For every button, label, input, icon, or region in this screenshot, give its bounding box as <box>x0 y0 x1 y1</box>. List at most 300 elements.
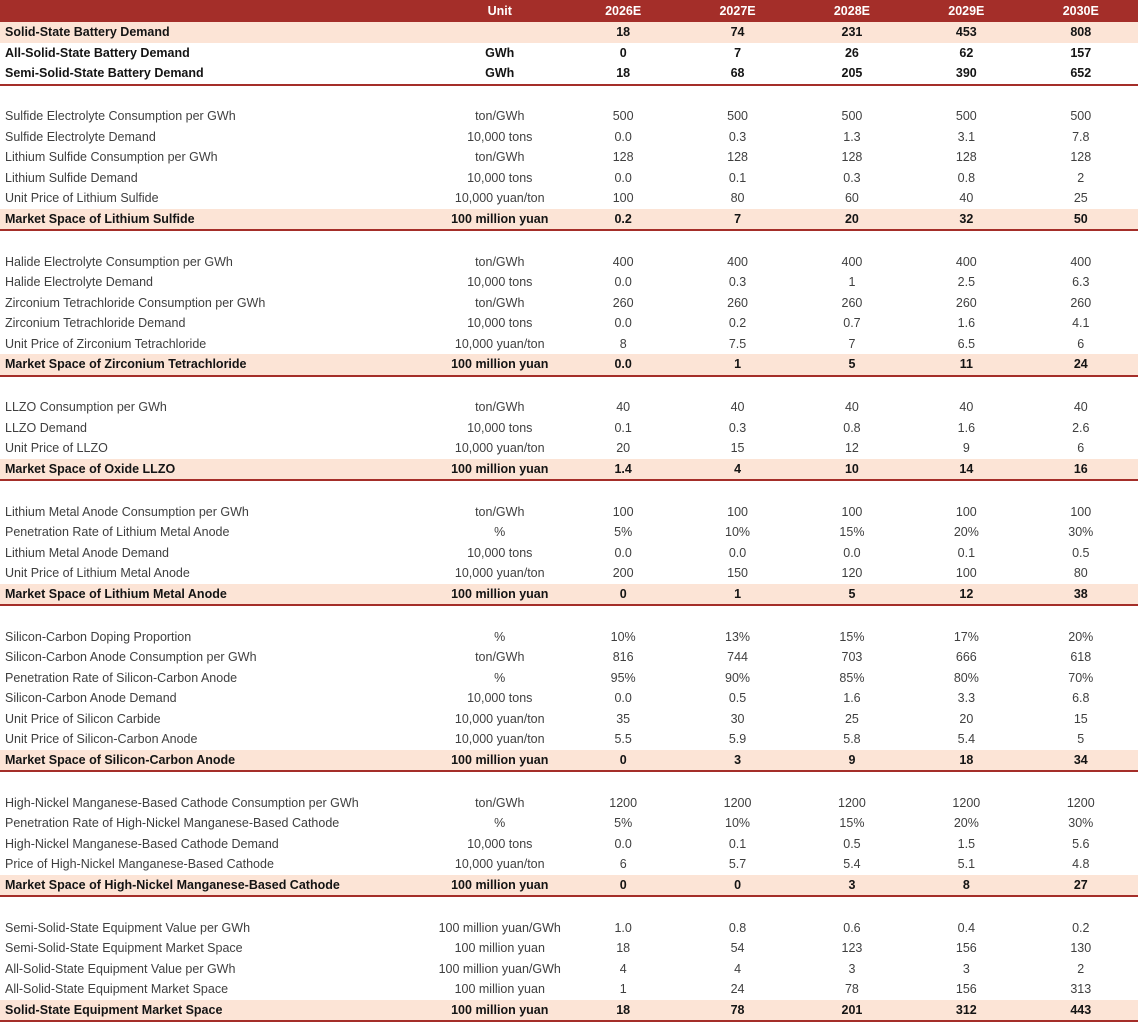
row-value: 4 <box>734 961 742 976</box>
row-unit: 100 million yuan <box>454 982 545 997</box>
spacer-cell <box>434 376 566 398</box>
row-value: 35 <box>616 711 631 726</box>
table-row <box>0 293 1138 314</box>
row-value: 0.0 <box>728 545 747 560</box>
row-value: 7 <box>680 209 794 231</box>
row-value: 3 <box>962 961 970 976</box>
table-row <box>0 688 1138 709</box>
table-row <box>0 502 1138 523</box>
row-value: 6 <box>1077 336 1085 351</box>
table-row <box>0 979 1138 1000</box>
row-value: 5.1 <box>957 857 976 872</box>
row-value: 0.0 <box>614 129 632 144</box>
spacer-cell <box>0 896 434 918</box>
row-value: 4.8 <box>1072 857 1090 872</box>
row-value: 0.5 <box>1072 545 1090 560</box>
row-value: 5 <box>795 354 909 376</box>
row-value: 0.8 <box>957 170 976 185</box>
spacer-cell <box>795 896 909 918</box>
row-value: 62 <box>959 45 974 60</box>
row-value: 50 <box>1024 209 1138 231</box>
row-label: Penetration Rate of Lithium Metal Anode <box>5 525 230 540</box>
row-value: 3 <box>848 961 856 976</box>
row-value: 0.5 <box>843 836 861 851</box>
row-value: 128 <box>612 150 634 165</box>
row-unit: 100 million yuan <box>434 209 566 231</box>
row-value: 7.8 <box>1072 129 1090 144</box>
row-value: 25 <box>844 711 859 726</box>
table-row <box>0 834 1138 855</box>
table-body <box>0 22 1138 1021</box>
row-unit: 10,000 yuan/ton <box>454 711 545 726</box>
row-value: 27 <box>1024 875 1138 897</box>
row-value: 15% <box>839 629 865 644</box>
row-value: 0 <box>566 875 680 897</box>
row-label: Semi-Solid-State Battery Demand <box>0 63 434 85</box>
row-value: 0.4 <box>957 920 976 935</box>
row-value: 1.5 <box>957 836 976 851</box>
row-label: Lithium Metal Anode Demand <box>5 545 169 560</box>
row-value: 201 <box>795 1000 909 1022</box>
row-value: 20% <box>953 525 979 540</box>
row-value: 80 <box>730 191 745 206</box>
spacer-cell <box>909 230 1023 252</box>
spacer-row <box>0 896 1138 918</box>
row-value: 25 <box>1073 191 1088 206</box>
row-value: 128 <box>727 150 748 165</box>
spacer-cell <box>0 376 434 398</box>
row-value: 60 <box>844 191 859 206</box>
row-label: Penetration Rate of High-Nickel Manganese-Based Cathode <box>5 816 340 831</box>
row-label: All-Solid-State Equipment Market Space <box>5 982 229 997</box>
row-unit: ton/GWh <box>475 650 525 665</box>
row-value: 5.9 <box>728 732 747 747</box>
table-row <box>0 252 1138 273</box>
row-value: 400 <box>612 254 634 269</box>
row-label: Market Space of Lithium Metal Anode <box>0 584 434 606</box>
row-value: 0.1 <box>728 836 747 851</box>
table-row <box>0 313 1138 334</box>
row-value: 0.7 <box>843 316 861 331</box>
spacer-cell <box>680 605 794 627</box>
row-value: 18 <box>566 63 680 85</box>
row-value: 816 <box>612 650 634 665</box>
row-value: 15% <box>839 525 865 540</box>
row-unit: 10,000 tons <box>467 129 533 144</box>
table-row-total <box>0 1000 1138 1022</box>
row-unit: 100 million yuan <box>434 875 566 897</box>
row-value: 20% <box>953 816 979 831</box>
row-value: 9 <box>795 750 909 772</box>
row-unit: 100 million yuan <box>434 354 566 376</box>
table-row <box>0 397 1138 418</box>
table-row-total <box>0 354 1138 376</box>
row-value: 9 <box>962 441 970 456</box>
row-value: 17% <box>953 629 979 644</box>
row-unit: GWh <box>434 63 566 85</box>
row-value: 260 <box>1070 295 1092 310</box>
row-unit: % <box>494 816 506 831</box>
row-value: 34 <box>1024 750 1138 772</box>
row-value: 0.0 <box>614 170 632 185</box>
row-value: 7 <box>734 45 742 60</box>
row-value: 68 <box>680 63 794 85</box>
table-row <box>0 63 1138 85</box>
table-row <box>0 543 1138 564</box>
row-value: 3 <box>795 875 909 897</box>
row-value: 40 <box>959 191 974 206</box>
spacer-cell <box>680 896 794 918</box>
row-value: 0.1 <box>614 420 632 435</box>
row-label: Halide Electrolyte Demand <box>5 275 153 290</box>
row-value: 100 <box>1070 504 1092 519</box>
row-value: 32 <box>909 209 1023 231</box>
row-value: 18 <box>566 22 680 43</box>
row-value: 0.3 <box>843 170 861 185</box>
row-value: 0.0 <box>614 275 632 290</box>
row-value: 15 <box>1073 711 1088 726</box>
row-label: Solid-State Equipment Market Space <box>0 1000 434 1022</box>
row-value: 1 <box>848 275 856 290</box>
row-value: 10% <box>725 525 751 540</box>
spacer-cell <box>434 85 566 107</box>
row-value: 123 <box>841 941 863 956</box>
spacer-cell <box>795 480 909 502</box>
table-row-total <box>0 209 1138 231</box>
row-value: 15% <box>839 816 865 831</box>
row-value: 3.1 <box>957 129 976 144</box>
spacer-cell <box>0 480 434 502</box>
row-value: 618 <box>1070 650 1092 665</box>
row-value: 6.8 <box>1072 691 1090 706</box>
spacer-cell <box>795 376 909 398</box>
row-value: 260 <box>955 295 977 310</box>
table-row <box>0 709 1138 730</box>
row-label: Silicon-Carbon Anode Demand <box>5 691 177 706</box>
spacer-cell <box>909 85 1023 107</box>
row-value: 4 <box>619 961 627 976</box>
row-unit: 10,000 tons <box>467 275 533 290</box>
row-value: 10 <box>795 459 909 481</box>
table-row-total <box>0 750 1138 772</box>
row-label: Unit Price of Silicon Carbide <box>5 711 161 726</box>
spacer-cell <box>795 230 909 252</box>
spacer-cell <box>909 376 1023 398</box>
table-row <box>0 793 1138 814</box>
spacer-cell <box>1024 896 1138 918</box>
row-value: 2.6 <box>1072 420 1090 435</box>
row-unit: 10,000 tons <box>467 316 533 331</box>
row-value: 24 <box>1024 354 1138 376</box>
row-label: Solid-State Battery Demand <box>0 22 434 43</box>
row-value: 10% <box>725 816 751 831</box>
row-value: 128 <box>955 150 977 165</box>
row-value: 5.4 <box>843 857 861 872</box>
column-header-year: 2028E <box>795 0 909 22</box>
row-value: 1 <box>680 354 794 376</box>
row-label: Unit Price of Silicon-Carbon Anode <box>5 732 198 747</box>
row-label: LLZO Consumption per GWh <box>5 400 167 415</box>
row-value: 205 <box>795 63 909 85</box>
spacer-row <box>0 230 1138 252</box>
row-value: 18 <box>909 750 1023 772</box>
row-label: Semi-Solid-State Equipment Market Space <box>5 941 243 956</box>
row-value: 16 <box>1024 459 1138 481</box>
row-value: 1200 <box>723 795 752 810</box>
row-value: 20% <box>1068 629 1094 644</box>
row-value: 5% <box>614 525 633 540</box>
row-value: 703 <box>841 650 863 665</box>
row-value: 0 <box>566 584 680 606</box>
row-value: 2 <box>1077 961 1085 976</box>
row-value: 18 <box>616 941 631 956</box>
row-value: 6.5 <box>957 336 976 351</box>
spacer-row <box>0 85 1138 107</box>
spacer-cell <box>1024 480 1138 502</box>
row-value: 0 <box>680 875 794 897</box>
row-value: 0.5 <box>728 691 747 706</box>
table-row <box>0 938 1138 959</box>
row-value: 130 <box>1070 941 1092 956</box>
row-value: 30% <box>1068 816 1094 831</box>
row-unit: % <box>494 525 506 540</box>
spacer-cell <box>434 896 566 918</box>
spacer-cell <box>795 85 909 107</box>
row-value: 0.3 <box>728 420 747 435</box>
row-value: 0.2 <box>566 209 680 231</box>
row-value: 18 <box>566 1000 680 1022</box>
row-label: Lithium Sulfide Consumption per GWh <box>5 150 218 165</box>
table-row <box>0 813 1138 834</box>
row-unit: 10,000 yuan/ton <box>454 732 545 747</box>
spacer-cell <box>1024 230 1138 252</box>
row-value: 30 <box>730 711 745 726</box>
table-row <box>0 43 1138 64</box>
row-label: Unit Price of Lithium Metal Anode <box>5 566 190 581</box>
spacer-row <box>0 605 1138 627</box>
row-value: 30% <box>1068 525 1094 540</box>
row-value: 312 <box>909 1000 1023 1022</box>
table-row <box>0 106 1138 127</box>
spacer-cell <box>0 605 434 627</box>
row-value: 156 <box>955 941 977 956</box>
spacer-cell <box>680 771 794 793</box>
table-row <box>0 168 1138 189</box>
row-label: Unit Price of Zirconium Tetrachloride <box>5 336 207 351</box>
row-unit: ton/GWh <box>475 109 525 124</box>
row-value: 40 <box>959 400 974 415</box>
table-row <box>0 147 1138 168</box>
table-row <box>0 438 1138 459</box>
table-row <box>0 127 1138 148</box>
row-value: 4 <box>680 459 794 481</box>
row-value: 500 <box>612 109 634 124</box>
row-unit: ton/GWh <box>475 254 525 269</box>
row-label: Silicon-Carbon Doping Proportion <box>5 629 192 644</box>
row-unit: 100 million yuan <box>434 459 566 481</box>
row-value: 0 <box>566 750 680 772</box>
row-label: Halide Electrolyte Consumption per GWh <box>5 254 233 269</box>
row-value: 156 <box>955 982 977 997</box>
table-row <box>0 522 1138 543</box>
spacer-cell <box>795 771 909 793</box>
row-value: 260 <box>841 295 863 310</box>
row-unit: ton/GWh <box>475 295 525 310</box>
row-value: 1200 <box>609 795 638 810</box>
row-value: 5.7 <box>728 857 747 872</box>
row-value: 157 <box>1070 45 1092 60</box>
row-unit: GWh <box>485 45 515 60</box>
row-value: 200 <box>612 566 634 581</box>
row-value: 0 <box>619 45 627 60</box>
row-value: 0.3 <box>728 275 747 290</box>
row-label: Sulfide Electrolyte Demand <box>5 129 156 144</box>
row-value: 95% <box>610 670 636 685</box>
table-row-total <box>0 459 1138 481</box>
column-header-year: 2026E <box>566 0 680 22</box>
table-row-total <box>0 875 1138 897</box>
spacer-cell <box>566 480 680 502</box>
row-unit: 100 million yuan <box>434 1000 566 1022</box>
row-value: 78 <box>844 982 859 997</box>
row-value: 20 <box>795 209 909 231</box>
row-value: 0.0 <box>614 545 632 560</box>
table-header <box>0 0 1138 22</box>
row-value: 260 <box>612 295 634 310</box>
row-value: 808 <box>1024 22 1138 43</box>
column-header-year: 2027E <box>680 0 794 22</box>
row-value: 128 <box>1070 150 1092 165</box>
table-row <box>0 188 1138 209</box>
row-value: 7 <box>848 336 856 351</box>
row-value: 100 <box>955 566 977 581</box>
row-value: 14 <box>909 459 1023 481</box>
row-unit: 100 million yuan <box>454 941 545 956</box>
spacer-cell <box>909 480 1023 502</box>
row-value: 10% <box>610 629 636 644</box>
row-label: Unit Price of LLZO <box>5 441 108 456</box>
row-value: 100 <box>612 504 634 519</box>
row-value: 85% <box>839 670 865 685</box>
row-value: 80% <box>953 670 979 685</box>
row-value: 8 <box>619 336 627 351</box>
row-value: 0.8 <box>728 920 747 935</box>
row-value: 3 <box>680 750 794 772</box>
row-label: Zirconium Tetrachloride Consumption per GWh <box>5 295 266 310</box>
row-unit: 100 million yuan <box>434 750 566 772</box>
row-value: 70% <box>1068 670 1094 685</box>
row-value: 0.0 <box>566 354 680 376</box>
row-unit: 10,000 tons <box>467 691 533 706</box>
row-value: 390 <box>909 63 1023 85</box>
row-value: 2 <box>1077 170 1085 185</box>
table-row <box>0 418 1138 439</box>
row-value: 5.8 <box>843 732 861 747</box>
row-value: 1200 <box>952 795 981 810</box>
row-value: 6.3 <box>1072 275 1090 290</box>
spacer-cell <box>566 85 680 107</box>
row-label: High-Nickel Manganese-Based Cathode Consumption per GWh <box>5 795 359 810</box>
row-value: 1.3 <box>843 129 861 144</box>
table-row-total <box>0 22 1138 43</box>
row-unit: ton/GWh <box>475 504 525 519</box>
row-value: 54 <box>730 941 745 956</box>
row-unit: 100 million yuan/GWh <box>438 920 561 935</box>
spacer-cell <box>909 771 1023 793</box>
row-value: 1 <box>619 982 627 997</box>
table-row <box>0 668 1138 689</box>
spacer-row <box>0 771 1138 793</box>
table-row <box>0 563 1138 584</box>
row-value: 128 <box>841 150 863 165</box>
column-header-blank <box>0 0 434 22</box>
row-value: 100 <box>841 504 863 519</box>
row-value: 1200 <box>838 795 866 810</box>
row-value: 443 <box>1024 1000 1138 1022</box>
row-value: 0.2 <box>1072 920 1090 935</box>
row-label: Sulfide Electrolyte Consumption per GWh <box>5 109 236 124</box>
row-value: 80 <box>1073 566 1088 581</box>
row-value: 12 <box>844 441 859 456</box>
row-value: 0.3 <box>728 129 747 144</box>
row-unit: ton/GWh <box>475 400 525 415</box>
row-value: 1.4 <box>566 459 680 481</box>
row-value: 74 <box>680 22 794 43</box>
row-value: 260 <box>727 295 748 310</box>
row-value: 1200 <box>1066 795 1095 810</box>
row-value: 11 <box>909 354 1023 376</box>
spacer-cell <box>680 376 794 398</box>
row-label: High-Nickel Manganese-Based Cathode Demand <box>5 836 279 851</box>
row-value: 3.3 <box>957 691 976 706</box>
row-value: 0.1 <box>728 170 747 185</box>
table-row <box>0 959 1138 980</box>
row-value: 40 <box>616 400 631 415</box>
spacer-cell <box>566 771 680 793</box>
spacer-cell <box>1024 85 1138 107</box>
table-row <box>0 918 1138 939</box>
row-label: All-Solid-State Equipment Value per GWh <box>5 961 236 976</box>
row-label: All-Solid-State Battery Demand <box>5 45 190 60</box>
spacer-cell <box>0 771 434 793</box>
row-value: 400 <box>727 254 748 269</box>
spacer-cell <box>1024 771 1138 793</box>
table-row <box>0 627 1138 648</box>
row-value: 40 <box>730 400 745 415</box>
row-label: Lithium Metal Anode Consumption per GWh <box>5 504 249 519</box>
row-value: 400 <box>841 254 863 269</box>
row-value: 0.1 <box>957 545 976 560</box>
row-unit: 100 million yuan <box>434 584 566 606</box>
row-value: 2.5 <box>957 275 976 290</box>
row-value: 5.6 <box>1072 836 1090 851</box>
row-value: 500 <box>727 109 748 124</box>
row-value: 5.5 <box>614 732 632 747</box>
row-label: Semi-Solid-State Equipment Value per GWh <box>5 920 251 935</box>
row-unit: ton/GWh <box>475 795 525 810</box>
row-value: 666 <box>955 650 977 665</box>
row-value: 744 <box>727 650 748 665</box>
row-value: 231 <box>795 22 909 43</box>
row-unit <box>434 22 566 43</box>
row-label: Market Space of Lithium Sulfide <box>0 209 434 231</box>
row-value: 20 <box>616 441 631 456</box>
row-value: 6 <box>619 857 627 872</box>
row-unit: ton/GWh <box>475 150 525 165</box>
spacer-row <box>0 480 1138 502</box>
row-unit: 10,000 yuan/ton <box>454 441 545 456</box>
row-value: 1.6 <box>957 420 976 435</box>
